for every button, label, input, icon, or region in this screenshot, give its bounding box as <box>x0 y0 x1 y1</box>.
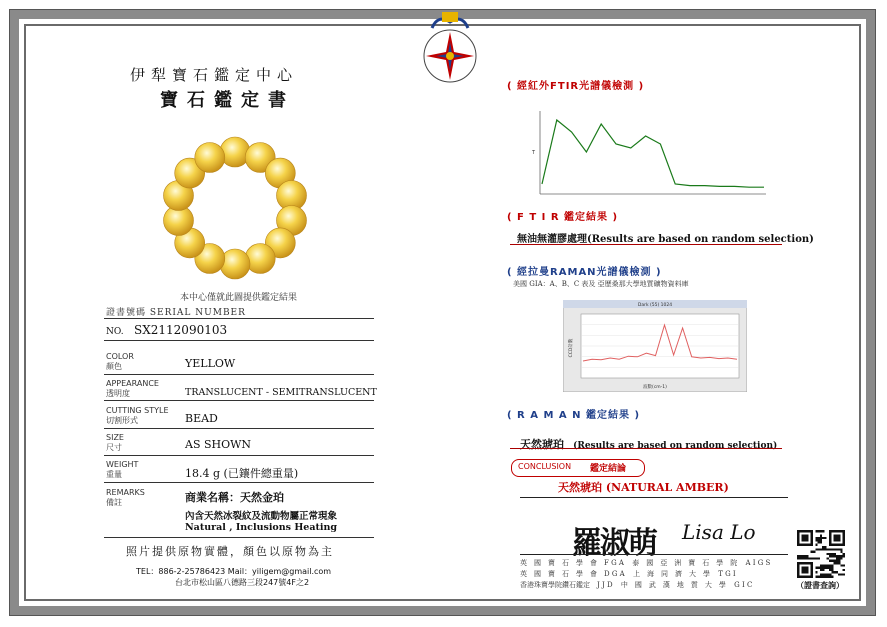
divider <box>104 400 374 401</box>
appearance-value: TRANSLUCENT - SEMITRANSLUCENT <box>185 387 377 398</box>
raman-chart <box>563 300 747 392</box>
signature-cn: 羅淑萌 <box>572 526 656 561</box>
certificate-title: 寶石鑑定書 <box>160 90 295 111</box>
credential-2a: 英 國 寶 石 學 會 D G A <box>520 570 625 578</box>
conclusion-text: 天然琥珀 (NATURAL AMBER) <box>558 481 729 494</box>
raman-x-label: 波數(cm-1) <box>643 385 667 390</box>
credential-3c: G I C <box>734 581 753 589</box>
ftir-y-label: T <box>532 150 536 156</box>
credential-row-3 <box>520 580 752 590</box>
center-name: 伊犁寶石鑑定中心 <box>130 66 299 84</box>
ftir-result-title: ( F T I R 鑑定結果 ) <box>507 212 619 223</box>
amber-bead <box>195 143 225 173</box>
footer-address: 台北市松山區八德路三段247號4F之2 <box>175 578 310 587</box>
signature-en: Lisa Lo <box>682 520 756 544</box>
qr-caption: （證書查詢） <box>796 580 844 590</box>
divider <box>104 455 374 456</box>
remarks-label-cn: 備註 <box>106 498 122 507</box>
raman-y-label: CCD計數 <box>569 338 574 358</box>
raman-result-title: ( R A M A N 鑑定結果 ) <box>507 410 641 421</box>
credential-2c: T G I <box>718 570 736 578</box>
divider <box>520 497 788 498</box>
appearance-label-cn: 透明度 <box>106 389 130 398</box>
conclusion-badge-cn: 鑑定結論 <box>590 464 627 474</box>
weight-label-en: WEIGHT <box>106 460 139 469</box>
raman-chart-title: Dark (55) 1024 <box>637 303 673 308</box>
credential-2b: 上 海 同 濟 大 學 <box>632 570 710 578</box>
credential-3a: 香港珠寶學院鑽石鑑定 J J D <box>520 581 613 589</box>
footer-photo-note: 照片提供原物實體，顏色以原物為主 <box>126 545 334 558</box>
remarks-label-en: REMARKS <box>106 488 145 497</box>
color-value: YELLOW <box>185 357 236 370</box>
remarks-line2: 內含天然冰裂紋及流動物屬正常現象 <box>185 511 338 522</box>
ftir-chart <box>530 106 770 198</box>
raman-reference: 美國 GIA：A、B、C 表及 亞歷桑那大學地質礦物資料庫 <box>513 280 689 288</box>
color-label-en: COLOR <box>106 352 134 361</box>
raman-result-cn: 天然琥珀 <box>520 438 564 451</box>
color-label-cn: 顏色 <box>106 362 122 371</box>
qr-code[interactable] <box>797 530 845 578</box>
result-underline <box>510 448 782 449</box>
weight-label-cn: 重量 <box>106 470 122 479</box>
divider <box>104 318 374 319</box>
amber-bead <box>245 244 275 274</box>
cutting-label-en: CUTTING STYLE <box>106 406 169 415</box>
ftir-series-line <box>542 120 764 187</box>
raman-section-title: ( 經拉曼RAMAN光譜儀檢測 ) <box>507 267 662 278</box>
ftir-section-title: ( 經紅外FTIR光譜儀檢測 ) <box>507 81 645 92</box>
serial-number-value: SX2112090103 <box>134 323 228 337</box>
footer-contact: TEL：886-2-25786423 Mail：yiligem@gmail.com <box>136 567 332 576</box>
divider <box>520 554 788 555</box>
credential-1b: 泰 國 亞 洲 寶 石 學 院 <box>632 559 738 567</box>
weight-value: 18.4 g (已鑲件總重量) <box>185 467 299 480</box>
remarks-line3: Natural , Inclusions Heating <box>185 522 338 533</box>
cutting-value: BEAD <box>185 412 218 425</box>
amber-bead <box>220 249 250 279</box>
raman-result-en: (Results are based on random selection) <box>573 441 778 451</box>
cutting-label-cn: 切割形式 <box>106 416 138 425</box>
credential-1a: 英 國 寶 石 學 會 F G A <box>520 559 624 567</box>
serial-number-label: 證書號碼 SERIAL NUMBER <box>106 308 246 318</box>
divider <box>104 374 374 375</box>
amber-bead <box>220 137 250 167</box>
raman-result <box>520 433 777 452</box>
serial-no-prefix: NO. <box>106 327 124 337</box>
divider <box>104 340 374 341</box>
conclusion-badge-en: CONCLUSION <box>518 462 572 471</box>
size-label-en: SIZE <box>106 433 124 442</box>
size-label-cn: 尺寸 <box>106 443 122 452</box>
ftir-result-text: 無油無灌膠處理(Results are based on random selection) <box>517 234 814 245</box>
credential-3b: 中 國 武 漢 地 質 大 學 <box>620 581 726 589</box>
disclaimer-note: 本中心僅就此圖提供鑑定結果 <box>180 293 298 303</box>
emblem-logo <box>418 6 482 102</box>
appearance-label-en: APPEARANCE <box>106 379 159 388</box>
divider <box>104 428 374 429</box>
result-underline <box>510 244 782 245</box>
divider <box>104 537 374 538</box>
size-value: AS SHOWN <box>185 438 252 451</box>
remarks-line1: 商業名稱：天然金珀 <box>185 491 284 504</box>
credential-1c: A I G S <box>745 559 771 567</box>
credential-row-2 <box>520 569 736 579</box>
divider <box>104 482 374 483</box>
credential-row-1 <box>520 558 770 568</box>
amber-bracelet-photo <box>155 128 315 288</box>
